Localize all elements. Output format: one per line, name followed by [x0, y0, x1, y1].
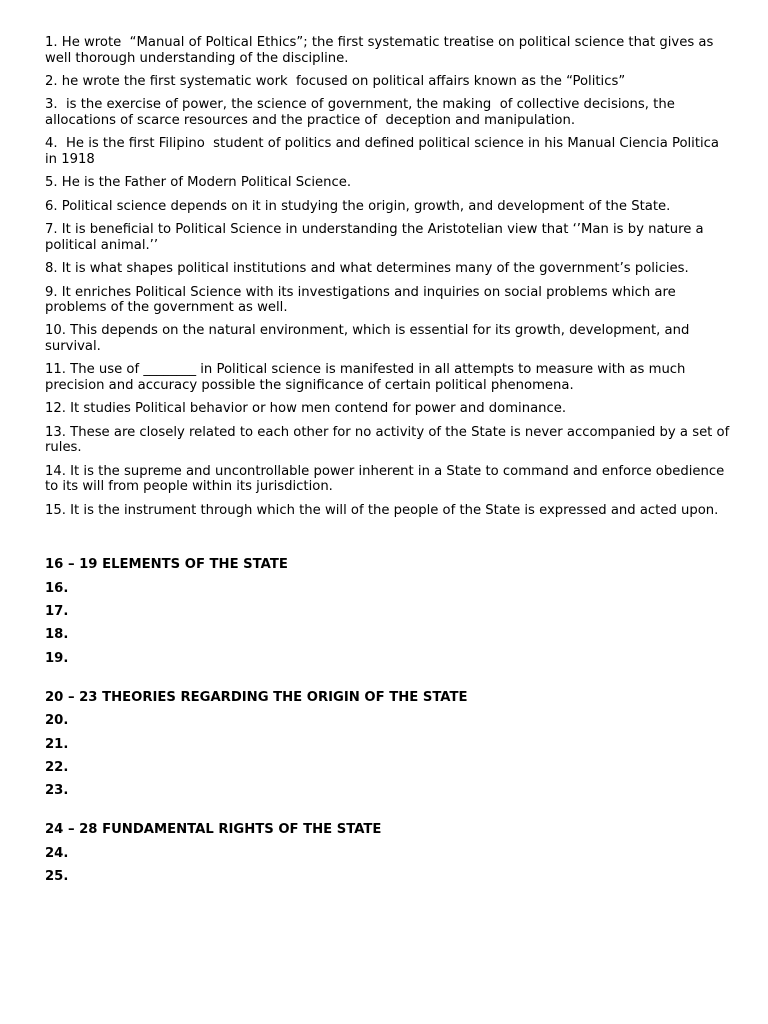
- section-heading: 24 – 28 FUNDAMENTAL RIGHTS OF THE STATE: [45, 822, 382, 838]
- answer-number: 22.: [45, 759, 69, 775]
- section-heading: 16 – 19 ELEMENTS OF THE STATE: [45, 557, 288, 573]
- question-8: 8. It is what shapes political institutions and what determines many of the government’s policies.: [45, 261, 689, 277]
- section-origin-theories: [45, 690, 735, 799]
- answer-number: 16.: [45, 580, 69, 596]
- question-list: [45, 35, 735, 518]
- question-9: 9. It enriches Political Science with its investigations and inquiries on social problems which are problems of the government as well.: [45, 284, 680, 316]
- section-gap: [45, 674, 735, 690]
- answer-number: 21.: [45, 736, 69, 752]
- question-10: 10. This depends on the natural environment, which is essential for its growth, development, and survival.: [45, 323, 694, 355]
- question-5: 5. He is the Father of Modern Political Science.: [45, 175, 352, 191]
- question-2: 2. he wrote the first systematic work focused on political affairs known as the “Politics”: [45, 73, 626, 89]
- answer-number: 17.: [45, 603, 69, 619]
- section-gap: [45, 807, 735, 823]
- answer-number: 25.: [45, 869, 69, 885]
- answer-number: 18.: [45, 627, 69, 643]
- question-7: 7. It is beneficial to Political Science in understanding the Aristotelian view that ‘’Man is by nature a political animal.’’: [45, 222, 708, 253]
- question-12: 12. It studies Political behavior or how men contend for power and dominance.: [45, 401, 567, 417]
- question-6: 6. Political science depends on it in studying the origin, growth, and development of the State.: [45, 198, 671, 214]
- question-14: 14. It is the supreme and uncontrollable power inherent in a State to command and enforce obedience to its will from people within its jurisdiction.: [45, 463, 729, 495]
- question-4: 4. He is the first Filipino student of politics and defined political science in his Manual Ciencia Politica in 1918: [45, 136, 728, 167]
- answer-number: 24.: [45, 845, 69, 861]
- answer-number: 23.: [45, 783, 69, 799]
- section-heading: 20 – 23 THEORIES REGARDING THE ORIGIN OF THE STATE: [45, 689, 468, 705]
- question-11: 11. The use of ________ in Political science is manifested in all attempts to measure with as much precision and accuracy possible the significance of certain political phenomena.: [45, 362, 690, 394]
- section-spacer: [45, 526, 735, 557]
- question-13: 13. These are closely related to each other for no activity of the State is never accompanied by a set of rules.: [45, 424, 734, 456]
- answer-number: 19.: [45, 650, 69, 666]
- section-elements-of-state: [45, 557, 735, 666]
- question-1: 1. He wrote “Manual of Poltical Ethics”; the first systematic treatise on political science that gives as well thorough understanding of the discipline.: [45, 35, 718, 66]
- document-page: [45, 35, 735, 892]
- question-15: 15. It is the instrument through which the will of the people of the State is expressed and acted upon.: [45, 502, 719, 518]
- answer-number: 20.: [45, 713, 69, 729]
- section-fundamental-rights: [45, 822, 735, 884]
- question-3: 3. is the exercise of power, the science of government, the making of collective decisions, the allocations of scarce resources and the practice of deception and manipulation.: [45, 97, 680, 128]
